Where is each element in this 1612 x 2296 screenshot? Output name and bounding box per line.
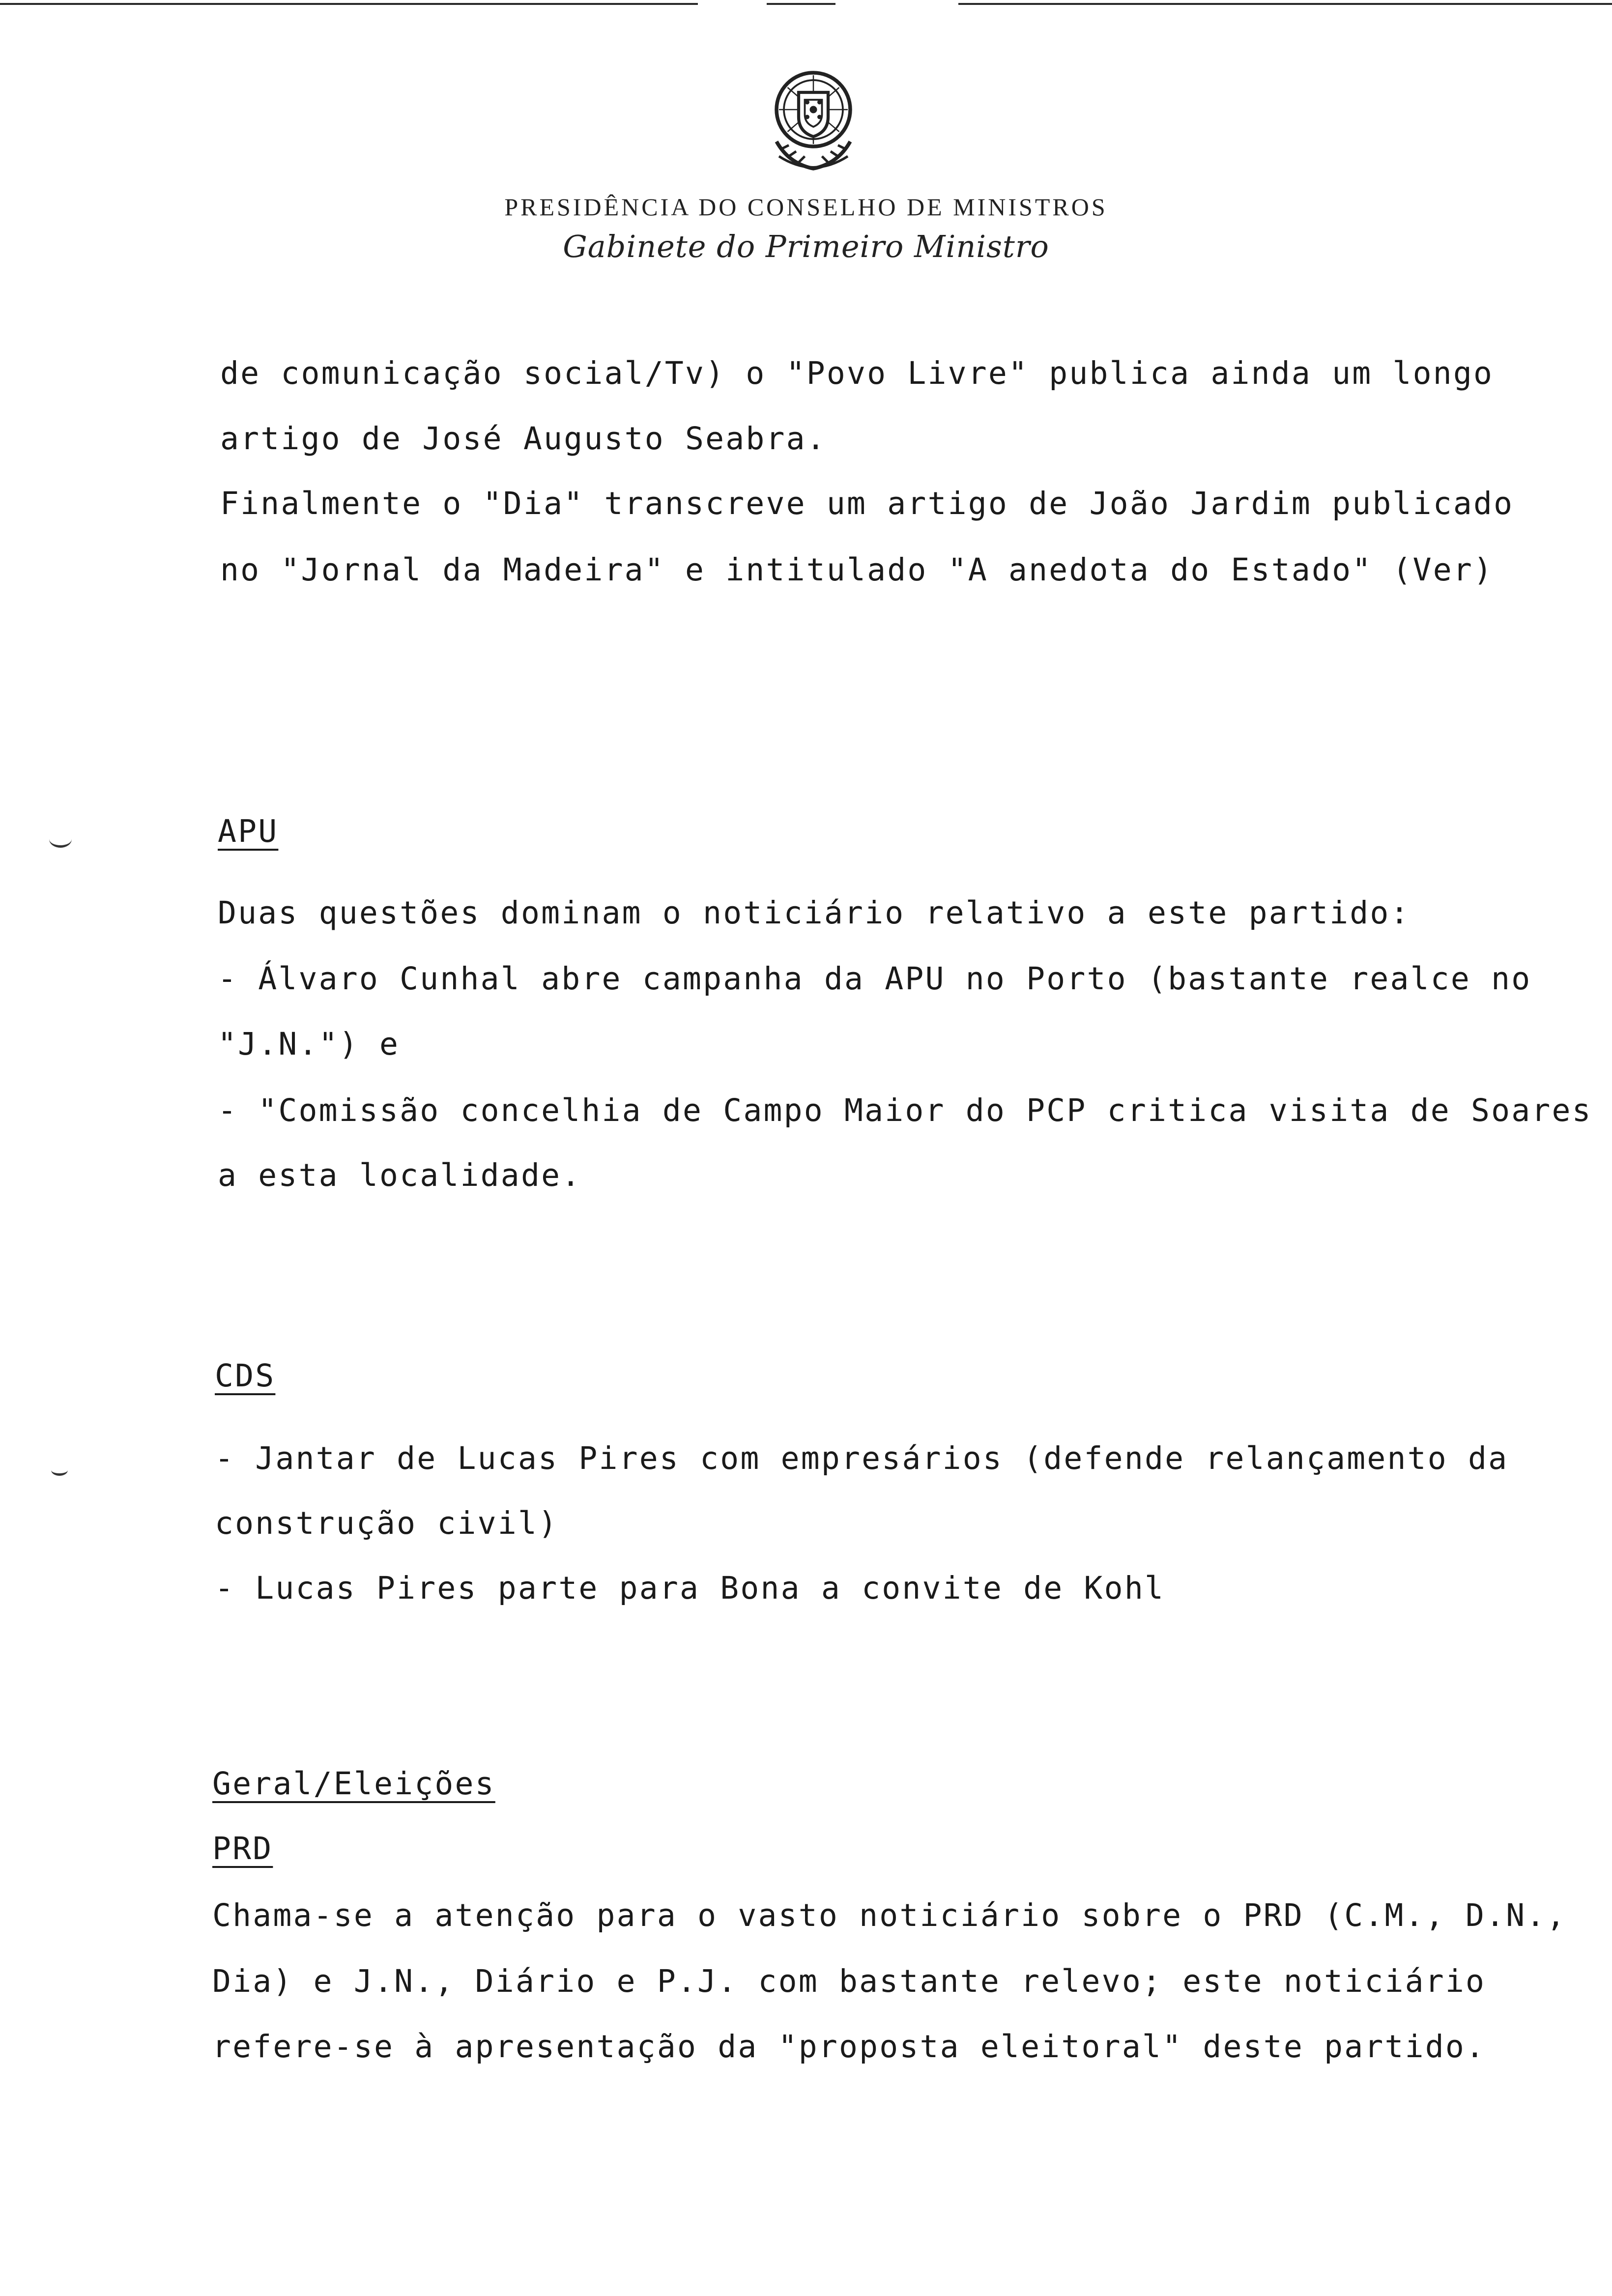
paragraph-line: artigo de José Augusto Seabra. [220, 421, 827, 457]
list-item: - Jantar de Lucas Pires com empresários (defende relançamento da [215, 1440, 1509, 1476]
list-item: - Álvaro Cunhal abre campanha da APU no Porto (bastante realce no [218, 961, 1532, 997]
paragraph-line: Dia) e J.N., Diário e P.J. com bastante relevo; este noticiário [212, 1963, 1486, 1999]
paragraph-line: "J.N.") e [218, 1026, 400, 1062]
scan-border-line [767, 3, 835, 5]
scan-border-line [0, 3, 698, 5]
section-subheading-prd: PRD [212, 1831, 273, 1866]
section-heading-cds: CDS [215, 1358, 276, 1394]
binder-mark [51, 1464, 68, 1476]
scan-border-line [958, 3, 1612, 5]
cabinet-title: Gabinete do Primeiro Ministro [563, 229, 1049, 264]
paragraph-line: no "Jornal da Madeira" e intitulado "A anedota do Estado" (Ver) [220, 552, 1494, 588]
paragraph-line: construção civil) [215, 1505, 559, 1541]
paragraph-line: Finalmente o "Dia" transcreve um artigo de João Jardim publicado [220, 486, 1514, 521]
list-item: - Lucas Pires parte para Bona a convite de Kohl [215, 1570, 1165, 1606]
paragraph-line: Chama-se a atenção para o vasto noticiário sobre o PRD (C.M., D.N., [212, 1897, 1567, 1933]
list-item: - "Comissão concelhia de Campo Maior do PCP critica visita de Soares [218, 1092, 1592, 1128]
section-heading-apu: APU [218, 813, 279, 849]
paragraph-line: de comunicação social/Tv) o "Povo Livre" publica ainda um longo [220, 355, 1494, 391]
binder-mark [49, 831, 72, 848]
coat-of-arms-icon [752, 58, 875, 181]
organization-title: PRESIDÊNCIA DO CONSELHO DE MINISTROS [504, 193, 1108, 221]
paragraph-line: Duas questões dominam o noticiário relativo a este partido: [218, 895, 1410, 931]
paragraph-line: refere-se à apresentação da "proposta eleitoral" deste partido. [212, 2029, 1486, 2065]
section-heading-geral: Geral/Eleições [212, 1766, 495, 1802]
paragraph-line: a esta localidade. [218, 1157, 582, 1193]
